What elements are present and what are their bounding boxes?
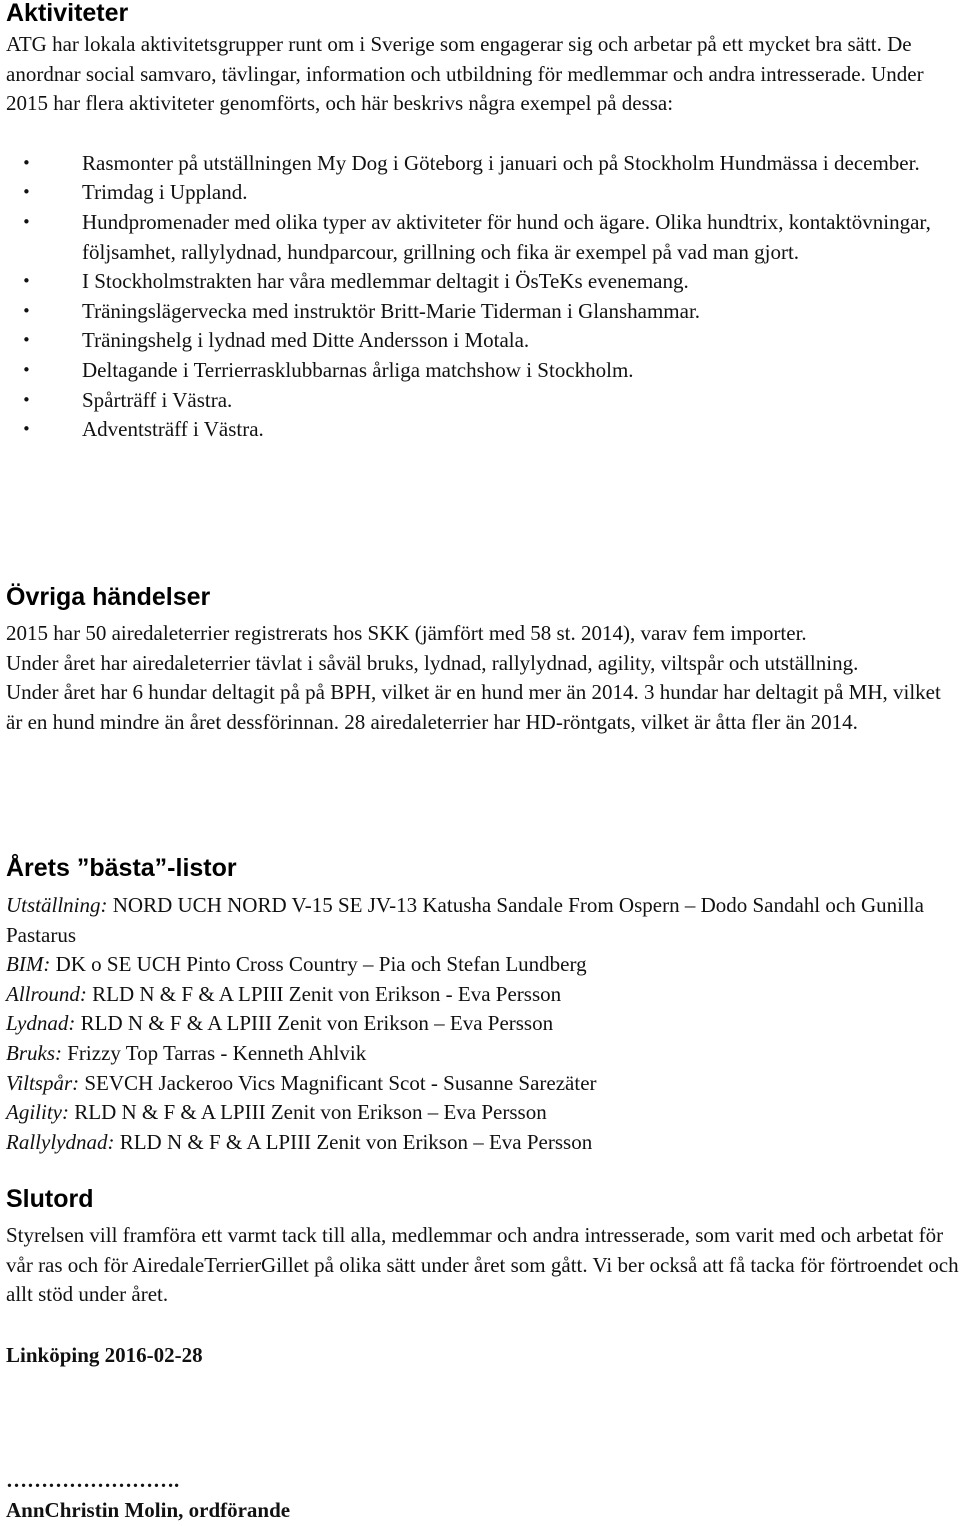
heading-basta-listor: Årets ”bästa”-listor: [6, 854, 237, 882]
slutord-text: Styrelsen vill framföra ett varmt tack till alla, medlemmar och andra intresserade, som varit med och arbetat för vår ras och för AiredaleTerrierGillet på olika sätt under året som gått. Vi ber också att få tacka för förtroendet och allt stöd under året.: [6, 1223, 959, 1307]
award-entry: [6, 1069, 956, 1099]
heading-aktiviteter: Aktiviteter: [6, 0, 129, 27]
award-text: Frizzy Top Tarras - Kenneth Ahlvik: [62, 1040, 367, 1065]
bullet-icon: •: [22, 183, 31, 202]
award-label: Viltspår:: [6, 1070, 80, 1095]
list-item: [6, 356, 956, 386]
award-text: RLD N & F & A LPIII Zenit von Erikson – Eva Persson: [114, 1129, 593, 1154]
section-aktiviteter: [6, 0, 956, 445]
bullet-icon: •: [22, 390, 31, 409]
award-entry: [6, 950, 956, 980]
award-entry: [6, 1098, 956, 1128]
list-item: [6, 149, 956, 179]
award-entry: [6, 1009, 956, 1039]
list-item-text: Deltagande i Terrierrasklubbarnas årliga matchshow i Stockholm.: [82, 357, 634, 382]
award-entry: [6, 1128, 956, 1158]
section-slutord: [6, 1183, 960, 1310]
list-item: [6, 208, 956, 267]
place-date: Linköping 2016-02-28: [6, 1343, 203, 1367]
aktiviteter-intro: ATG har lokala aktivitetsgrupper runt om i Sverige som engagerar sig och arbetar på ett mycket bra sätt. De anordnar social samvaro, tävlingar, information och utbildning för medlemmar och andra intresserade. Under 2015 har flera aktiviteter genomförts, och här beskrivs några exempel på dessa:: [6, 32, 924, 116]
award-label: Bruks:: [6, 1040, 62, 1065]
ovriga-paragraph: 2015 har 50 airedaleterrier registrerats hos SKK (jämfört med 58 st. 2014), varav fem importer.: [6, 621, 807, 645]
list-item: [6, 415, 956, 445]
award-label: Utställning:: [6, 893, 108, 917]
list-item-text: Träningshelg i lydnad med Ditte Andersson i Motala.: [82, 328, 530, 353]
award-text: SEVCH Jackeroo Vics Magnificant Scot - Susanne Sarezäter: [79, 1070, 597, 1095]
list-item-text: Adventsträff i Västra.: [82, 417, 264, 442]
list-item-text: Rasmonter på utställningen My Dog i Göteborg i januari och på Stockholm Hundmässa i december.: [82, 150, 920, 175]
bullet-icon: •: [22, 360, 31, 379]
bullet-icon: •: [22, 301, 31, 320]
award-label: Rallylydnad:: [6, 1129, 115, 1154]
award-text: RLD N & F & A LPIII Zenit von Erikson – Eva Persson: [75, 1011, 554, 1036]
award-text: RLD N & F & A LPIII Zenit von Erikson – Eva Persson: [68, 1100, 547, 1125]
award-entry: [6, 1039, 956, 1069]
list-item: [6, 267, 956, 297]
list-item-text: Trimdag i Uppland.: [82, 180, 248, 205]
list-item: [6, 386, 956, 416]
heading-ovriga-handelser: Övriga händelser: [6, 583, 211, 611]
list-item: [6, 178, 956, 208]
heading-slutord: Slutord: [6, 1185, 94, 1213]
award-text: NORD UCH NORD V-15 SE JV-13 Katusha Sandale From Ospern – Dodo Sandahl och Gunilla Pastarus: [6, 893, 924, 947]
section-basta-listor: [6, 852, 956, 1157]
list-item-text: Hundpromenader med olika typer av aktiviteter för hund och ägare. Olika hundtrix, kontaktövningar, följsamhet, rallylydnad, hundparcour, grillning och fika är exempel på vad man gjort.: [82, 209, 931, 264]
award-text: DK o SE UCH Pinto Cross Country – Pia och Stefan Lundberg: [50, 952, 587, 977]
list-item-text: I Stockholmstrakten har våra medlemmar deltagit i ÖsTeKs evenemang.: [82, 269, 689, 294]
ovriga-paragraph: Under året har airedaleterrier tävlat i såväl bruks, lydnad, rallylydnad, agility, viltspår och utställning.: [6, 650, 859, 675]
award-text: RLD N & F & A LPIII Zenit von Erikson - Eva Persson: [86, 981, 562, 1006]
bullet-icon: •: [22, 331, 31, 350]
bullet-icon: •: [22, 272, 31, 291]
bullet-icon: •: [22, 420, 31, 439]
section-ovriga-handelser: [6, 581, 956, 737]
ovriga-paragraph: Under året har 6 hundar deltagit på på BPH, vilket är en hund mer än 2014. 3 hundar har deltagit på MH, vilket är en hund mindre än året dessförinnan. 28 airedaleterrier har HD-röntgats, vilket är åtta fler än 2014.: [6, 680, 941, 734]
award-entry: [6, 891, 956, 950]
bullet-icon: •: [22, 153, 31, 172]
list-item-text: Spårträff i Västra.: [82, 387, 233, 412]
award-label: Allround:: [6, 981, 87, 1006]
bullet-icon: •: [22, 212, 31, 231]
award-label: BIM:: [6, 952, 51, 977]
activity-list: [6, 149, 956, 445]
award-entry: [6, 980, 956, 1010]
list-item-text: Träningslägervecka med instruktör Britt-Marie Tiderman i Glanshammar.: [82, 298, 701, 323]
signature-line: …………………….: [6, 1468, 180, 1492]
award-label: Lydnad:: [6, 1011, 76, 1036]
signature-name: AnnChristin Molin, ordförande: [6, 1498, 291, 1522]
list-item: [6, 326, 956, 356]
award-label: Agility:: [6, 1100, 69, 1125]
list-item: [6, 297, 956, 327]
